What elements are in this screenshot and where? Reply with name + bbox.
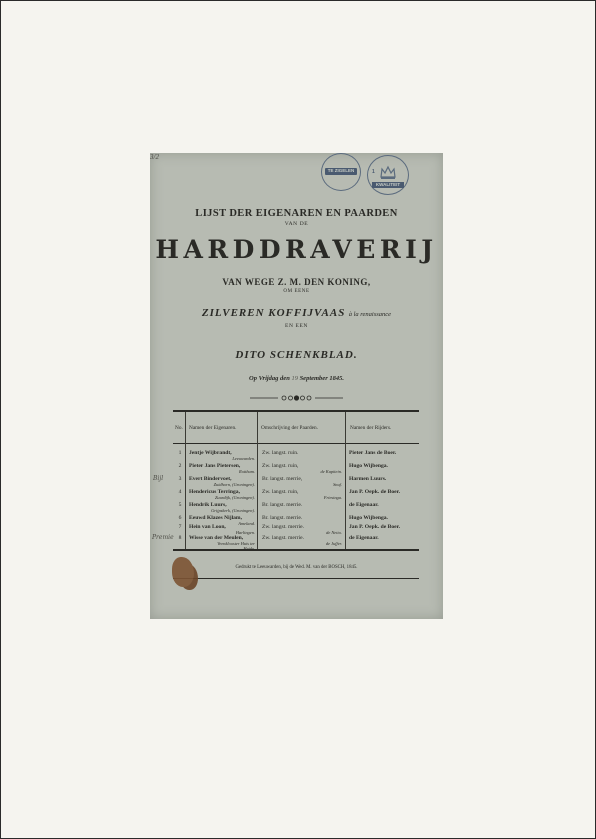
title-line-7: EN EEN <box>285 323 308 329</box>
owner-place: Veenklooster Huis ter <box>217 541 255 546</box>
table-row <box>150 463 443 476</box>
row-number: 8 <box>178 535 182 541</box>
horse-description: Zw. langst. merrie. <box>262 535 305 541</box>
rider-name: Hugo Wijbenga. <box>349 463 388 469</box>
owner-place: Harlingen. <box>235 530 255 535</box>
row-number: 7 <box>178 524 182 530</box>
owner-name: Eeuwd Klazes Nijlam, <box>189 515 242 521</box>
margin-annotation: Premie <box>152 534 174 541</box>
printer-imprint: Gedrukt te Leeuwarden, bij de Wed. M. van der BOSCH, 1845. <box>235 565 358 570</box>
main-title: HARDDRAVERIJ <box>155 235 438 264</box>
horse-description: Zw. langst. ruin, <box>262 463 299 469</box>
horse-name: de Kapitein. <box>320 469 342 474</box>
date-prefix: Op Vrijdag den <box>249 375 290 382</box>
table-row <box>150 476 443 489</box>
owner-place: Leeuwarden. <box>232 456 255 461</box>
rider-name: de Eigenaar. <box>349 502 379 508</box>
column-header-rider: Namen der Rijders. <box>350 425 392 431</box>
horse-description: Zw. langst. ruin, <box>262 489 299 495</box>
row-number: 2 <box>178 463 182 469</box>
horse-name: de Netto. <box>326 530 342 535</box>
row-number: 3 <box>178 476 182 482</box>
title-line-5: OM EENE <box>283 289 310 294</box>
owner-name: Pieter Jans Pietersen, <box>189 463 241 469</box>
table-header-rule <box>173 443 419 444</box>
table-row <box>150 450 443 463</box>
table-top-rule <box>173 410 419 412</box>
prize-style: à la renaissance <box>348 311 392 318</box>
owner-name: Evert Bindervoet, <box>189 476 232 482</box>
corner-mark: 3/2 <box>150 153 159 161</box>
second-prize: DITO SCHENKBLAD. <box>235 349 358 361</box>
rider-name: Harmen Luurs. <box>349 476 387 482</box>
title-line-2: VAN DE <box>284 221 309 227</box>
rider-name: Jan P. Oepk. de Boer. <box>349 524 401 530</box>
date-day: 19 <box>291 375 298 382</box>
owner-name: Hendrik Luurs, <box>189 502 227 508</box>
owner-place: Grijpskerk, (Groningen). <box>211 508 255 513</box>
horse-name: Friesinga. <box>323 495 342 500</box>
table-bottom-rule <box>173 549 419 551</box>
paper-stain <box>172 557 194 587</box>
imprint-rule <box>173 578 419 579</box>
horse-description: Zw. langst. ruin. <box>262 450 299 456</box>
owner-name: Jentje Wijbrandt, <box>189 450 232 456</box>
row-number: 1 <box>178 450 182 456</box>
rider-name: Pieter Jans de Boer. <box>349 450 397 456</box>
column-header-no: No. <box>175 425 183 431</box>
owner-place: Zuurdijk, (Groningen). <box>214 495 255 500</box>
broadsheet <box>150 153 443 619</box>
horse-name: Snuf. <box>333 482 342 487</box>
owner-place: Zuidhorn, (Groningen). <box>213 482 255 487</box>
stamp-label: TE ZIGELEN <box>325 168 357 175</box>
owner-name: Wisse van der Meulen, <box>189 535 244 541</box>
row-number: 6 <box>178 515 182 521</box>
column-header-horse: Omschrijving der Paarden. <box>261 425 318 431</box>
prize-line <box>150 307 443 319</box>
horse-description: Br. langst. merrie. <box>262 502 303 508</box>
ornament-divider <box>248 392 345 404</box>
table-row <box>150 535 443 548</box>
row-number: 4 <box>178 489 182 495</box>
table-row <box>150 502 443 515</box>
horse-description: Br. langst. merrie, <box>262 476 303 482</box>
owner-place: Ameland. <box>238 521 255 526</box>
rider-name: de Eigenaar. <box>349 535 379 541</box>
stamp-number: 1 <box>372 169 375 175</box>
horse-description: Zw. langst. merrie. <box>262 524 305 530</box>
tax-stamp-left <box>321 153 361 191</box>
horse-description: Br. langst. merrie. <box>262 515 303 521</box>
tax-stamp-right <box>367 155 409 195</box>
title-line-1: LIJST DER EIGENAREN EN PAARDEN <box>195 208 398 219</box>
prize-name: ZILVEREN KOFFIJVAAS <box>201 307 346 319</box>
rider-name: Jan P. Oepk. de Boer. <box>349 489 401 495</box>
rider-name: Hugo Wijbenga. <box>349 515 388 521</box>
table-row <box>150 489 443 502</box>
owner-name: Hendericus Terringa, <box>189 489 240 495</box>
event-date <box>150 375 443 382</box>
margin-annotation: Bijl <box>153 475 164 482</box>
title-line-4: VAN WEGE Z. M. DEN KONING, <box>222 277 371 287</box>
stamp-label: KWALITEIT <box>372 182 404 189</box>
owner-name: Hein van Loon, <box>189 524 226 530</box>
crown-icon <box>379 164 397 180</box>
owner-place: Rotthum. <box>239 469 255 474</box>
row-number: 5 <box>178 502 182 508</box>
horse-name: de Juffer. <box>325 541 342 546</box>
date-suffix: September 1845. <box>299 375 344 382</box>
column-header-owner: Namen der Eigenaren. <box>189 425 237 431</box>
